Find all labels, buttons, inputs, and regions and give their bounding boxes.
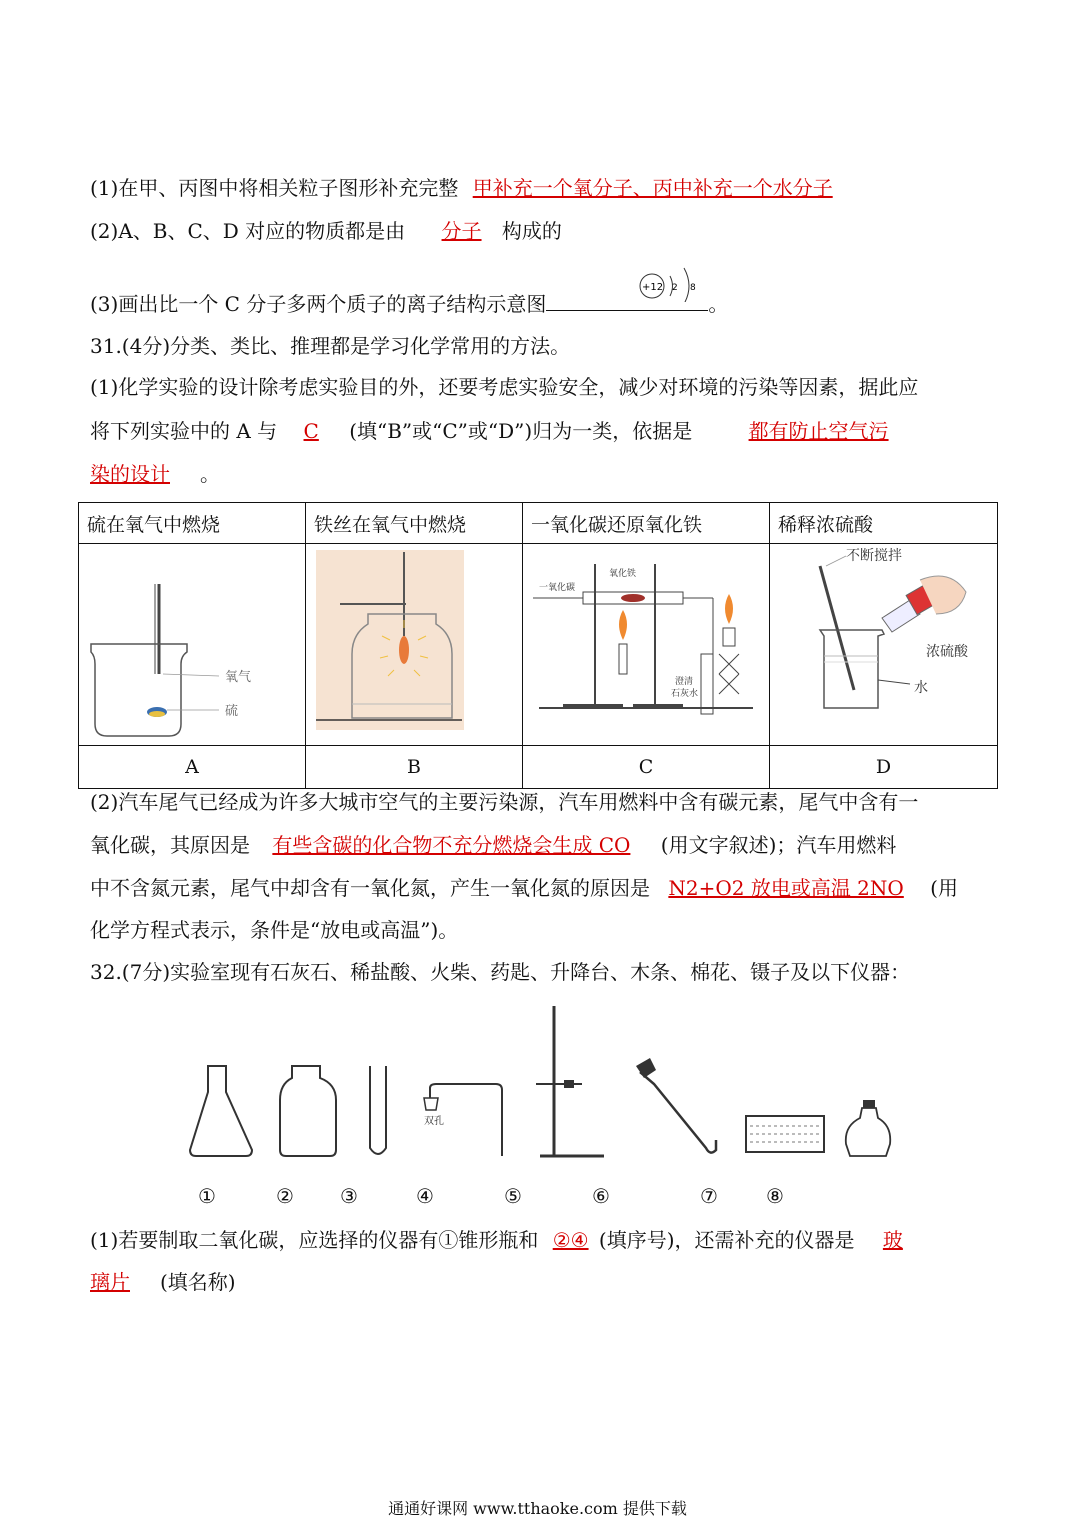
q32-header: 32.(7分)实验室现有石灰石、稀盐酸、火柴、药匙、升降台、木条、棉花、镊子及以下仪器：: [90, 960, 911, 984]
ion-shell2-label: 8: [690, 283, 696, 293]
q31-p2-answer1: 有些含碳的化合物不充分燃烧会生成 CO: [272, 833, 631, 857]
q31-p1-line1: (1)化学实验的设计除考虑实验目的外，还要考虑实验安全，减少对环境的污染等因素，据此应: [90, 375, 919, 399]
q31-answer1: C: [303, 419, 319, 443]
instrument-number-4: ④: [416, 1184, 434, 1208]
exp-figure-d: [770, 544, 998, 746]
exp-label-b: B: [306, 746, 523, 789]
q31-p2-line4: 化学方程式表示，条件是“放电或高温”)。: [90, 918, 459, 942]
instruments-figure: [180, 1000, 900, 1170]
stopper-label: 双孔: [424, 1116, 444, 1127]
q30-part2: [90, 217, 562, 245]
q30-part3: (3)画出比一个 C 分子多两个质子的离子结构示意图 。: [90, 288, 728, 318]
exp-figure-a: [79, 544, 306, 746]
ion-structure-diagram: [630, 262, 710, 302]
instrument-number-2: ②: [276, 1184, 294, 1208]
figC-clear-label: 澄清: [675, 677, 694, 687]
q30-part3-text: (3)画出比一个 C 分子多两个质子的离子结构示意图: [90, 292, 547, 316]
instrument-number-8: ⑧: [766, 1184, 784, 1208]
instrument-number-3: ③: [340, 1184, 358, 1208]
q32-answer2-part1: 玻: [882, 1228, 903, 1252]
figD-stir-label: 不断搅拌: [846, 548, 902, 564]
q30-part1-answer: 甲补充一个氧分子、丙中补充一个水分子: [472, 176, 833, 200]
instrument-number-7: ⑦: [700, 1184, 718, 1208]
exp-header-c: 一氧化碳还原氧化铁: [523, 503, 770, 544]
figC-iron-oxide-label: 氧化铁: [609, 569, 637, 579]
exp-header-b: 铁丝在氧气中燃烧: [306, 503, 523, 544]
q32-p1-line1: (1)若要制取二氧化碳，应选择的仪器有①锥形瓶和 ②④ (填序号)，还需补充的仪器是 玻: [90, 1228, 903, 1252]
exp-header-a: 硫在氧气中燃烧: [79, 503, 306, 544]
figA-sulfur-label: 硫: [225, 704, 239, 719]
q31-answer2-part1: 都有防止空气污: [748, 419, 889, 443]
exp-header-d: 稀释浓硫酸: [770, 503, 998, 544]
ion-shell1-label: 2: [672, 283, 678, 293]
q30-part2-text: (2)A、B、C、D 对应的物质都是由: [90, 219, 406, 243]
exp-label-c: C: [523, 746, 770, 789]
figC-limewater-label: 石灰水: [671, 689, 699, 699]
q31-p2-line3: 中不含氮元素，尾气中却含有一氧化氮，产生一氧化氮的原因是 N2+O2 放电或高温 2NO (用: [90, 876, 958, 900]
q31-answer2-part2: 染的设计: [90, 462, 170, 486]
exp-label-d: D: [770, 746, 998, 789]
q32-answer2-part2: 璃片: [90, 1270, 130, 1294]
q31-p2-line2: 氧化碳，其原因是 有些含碳的化合物不充分燃烧会生成 CO (用文字叙述)；汽车用燃料: [90, 833, 897, 857]
q30-part2-answer: 分子: [441, 219, 482, 243]
experiment-table: [78, 502, 998, 789]
exp-label-a: A: [79, 746, 306, 789]
q30-part2-text-end: 构成的: [501, 219, 562, 243]
q32-p1-line2: 璃片 (填名称): [90, 1270, 236, 1294]
instrument-number-5: ⑤: [504, 1184, 522, 1208]
q30-part1: [90, 174, 833, 202]
q31-p2-line1: (2)汽车尾气已经成为许多大城市空气的主要污染源，汽车用燃料中含有碳元素，尾气中含有一: [90, 790, 919, 814]
instrument-number-6: ⑥: [592, 1184, 610, 1208]
exp-figure-b: [306, 544, 523, 746]
instrument-number-1: ①: [198, 1184, 216, 1208]
ion-nucleus-label: +12: [642, 282, 664, 293]
exp-figure-c: [523, 544, 770, 746]
q31-p1-line2: 将下列实验中的 A 与 C (填“B”或“C”或“D”)归为一类，依据是 都有防止空气污: [90, 419, 889, 443]
figA-oxygen-label: 氧气: [225, 670, 252, 685]
figD-water-label: 水: [914, 680, 928, 696]
q30-part1-text: (1)在甲、丙图中将相关粒子图形补充完整: [90, 176, 459, 200]
q31-header: 31.(4分)分类、类比、推理都是学习化学常用的方法。: [90, 334, 571, 358]
figC-co-label: 一氧化碳: [539, 583, 576, 593]
q31-p1-line3: 染的设计 。: [90, 462, 220, 486]
q31-p2-answer2: N2+O2 放电或高温 2NO: [668, 876, 904, 900]
figD-acid-label: 浓硫酸: [926, 644, 968, 660]
q32-answer1: ②④: [552, 1228, 589, 1252]
page-footer: 通通好课网 www.tthaoke.com 提供下载: [388, 1499, 687, 1518]
